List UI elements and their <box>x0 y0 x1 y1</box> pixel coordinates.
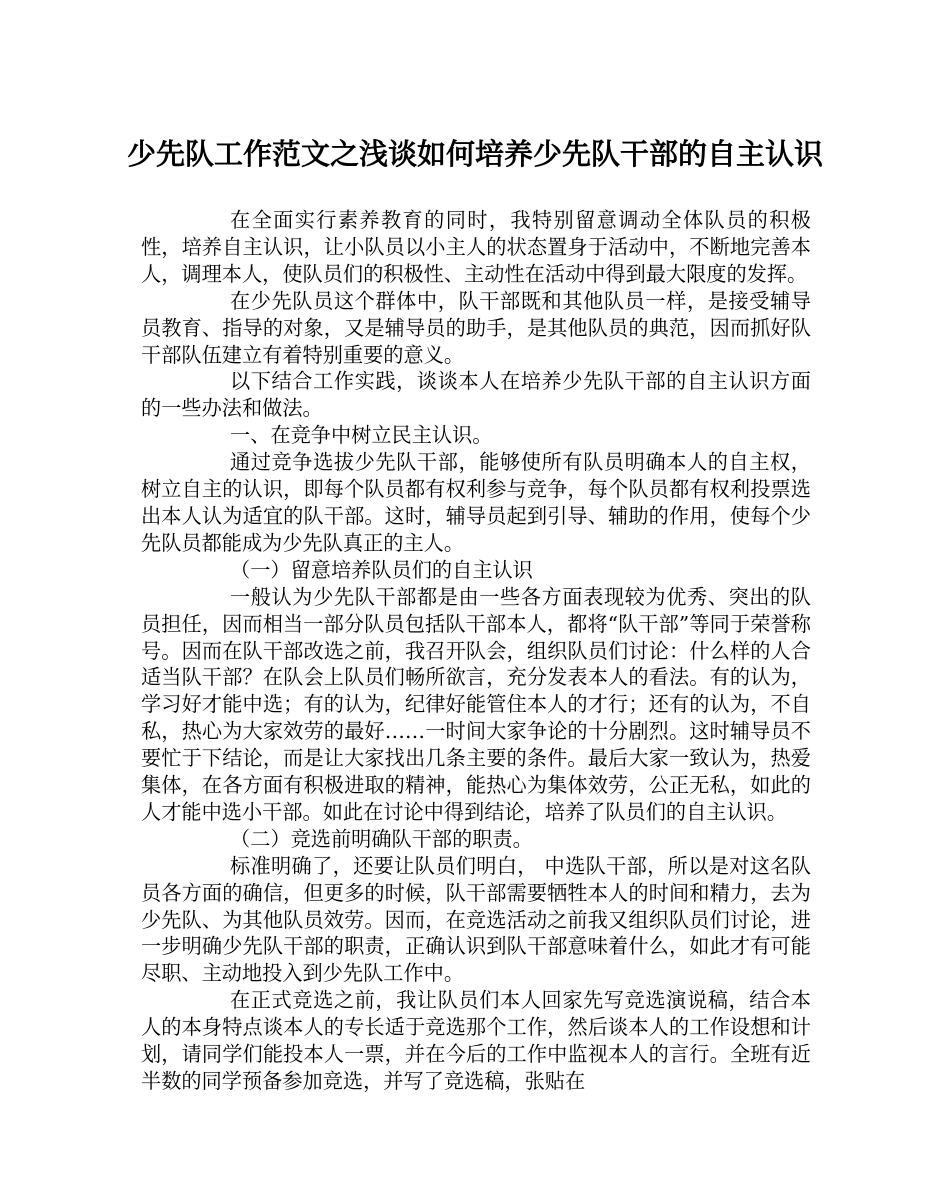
subsection-heading: （一）留意培养队员们的自主认识 <box>230 557 533 582</box>
section-heading: 一、在竞争中树立民主认识。 <box>230 423 493 448</box>
paragraph: 一般认为少先队干部都是由一些各方面表现较为优秀、突出的队员担任，因而相当一部分队员包括队干部本人，都将“队干部”等同于荣誉称号。因而在队干部改选之前，我召开队会，组织队员们讨论：什么样的人合适当队干部？在队会上队员们畅所欲言，充分发表本人的看法。有的认为，学习好才能中选；有的认为，纪律好能管住本人的才行；还有的认为，不自私，热心为大家效劳的最好……一时间大家争论的十分剧烈。这时辅导员不要忙于下结论，而是让大家找出几条主要的条件。最后大家一致认为，热爱集体，在各方面有积极进取的精神，能热心为集体效劳，公正无私，如此的人才能中选小干部。如此在讨论中得到结论，培养了队员们的自主认识。 <box>141 584 811 824</box>
document-title: 少先队工作范文之浅谈如何培养少先队干部的自主认识 <box>126 137 823 171</box>
paragraph: 在正式竞选之前，我让队员们本人回家先写竞选演说稿，结合本人的本身特点谈本人的专长适于竞选那个工作，然后谈本人的工作设想和计划，请同学们能投本人一票，并在今后的工作中监视本人的言行。全班有近半数的同学预备参加竞选，并写了竞选稿，张贴在 <box>141 988 811 1093</box>
paragraph: 通过竞争选拔少先队干部，能够使所有队员明确本人的自主权，树立自主的认识，即每个队员都有权利参与竞争，每个队员都有权利投票选出本人认为适宜的队干部。这时，辅导员起到引导、辅助的作用，使每个少先队员都能成为少先队真正的主人。 <box>141 450 811 555</box>
paragraph: 在全面实行素养教育的同时，我特别留意调动全体队员的积极性，培养自主认识，让小队员以小主人的状态置身于活动中，不断地完善本人，调理本人，使队员们的积极性、主动性在活动中得到最大限度的发挥。 <box>141 208 811 286</box>
document-body <box>141 207 811 1095</box>
paragraph: 标准明确了，还要让队员们明白， 中选队干部，所以是对这名队员各方面的确信，但更多的时候，队干部需要牺牲本人的时间和精力，去为少先队、为其他队员效劳。因而，在竞选活动之前我又组织队员们讨论，进一步明确少先队干部的职责，正确认识到队干部意味着什么，如此才有可能尽职、主动地投入到少先队工作中。 <box>141 853 811 986</box>
paragraph: 在少先队员这个群体中，队干部既和其他队员一样，是接受辅导员教育、指导的对象，又是辅导员的助手，是其他队员的典范，因而抓好队干部队伍建立有着特别重要的意义。 <box>141 288 811 367</box>
subsection-heading: （二）竞选前明确队干部的职责。 <box>230 826 533 851</box>
paragraph: 以下结合工作实践，谈谈本人在培养少先队干部的自主认识方面的一些办法和做法。 <box>141 369 811 421</box>
